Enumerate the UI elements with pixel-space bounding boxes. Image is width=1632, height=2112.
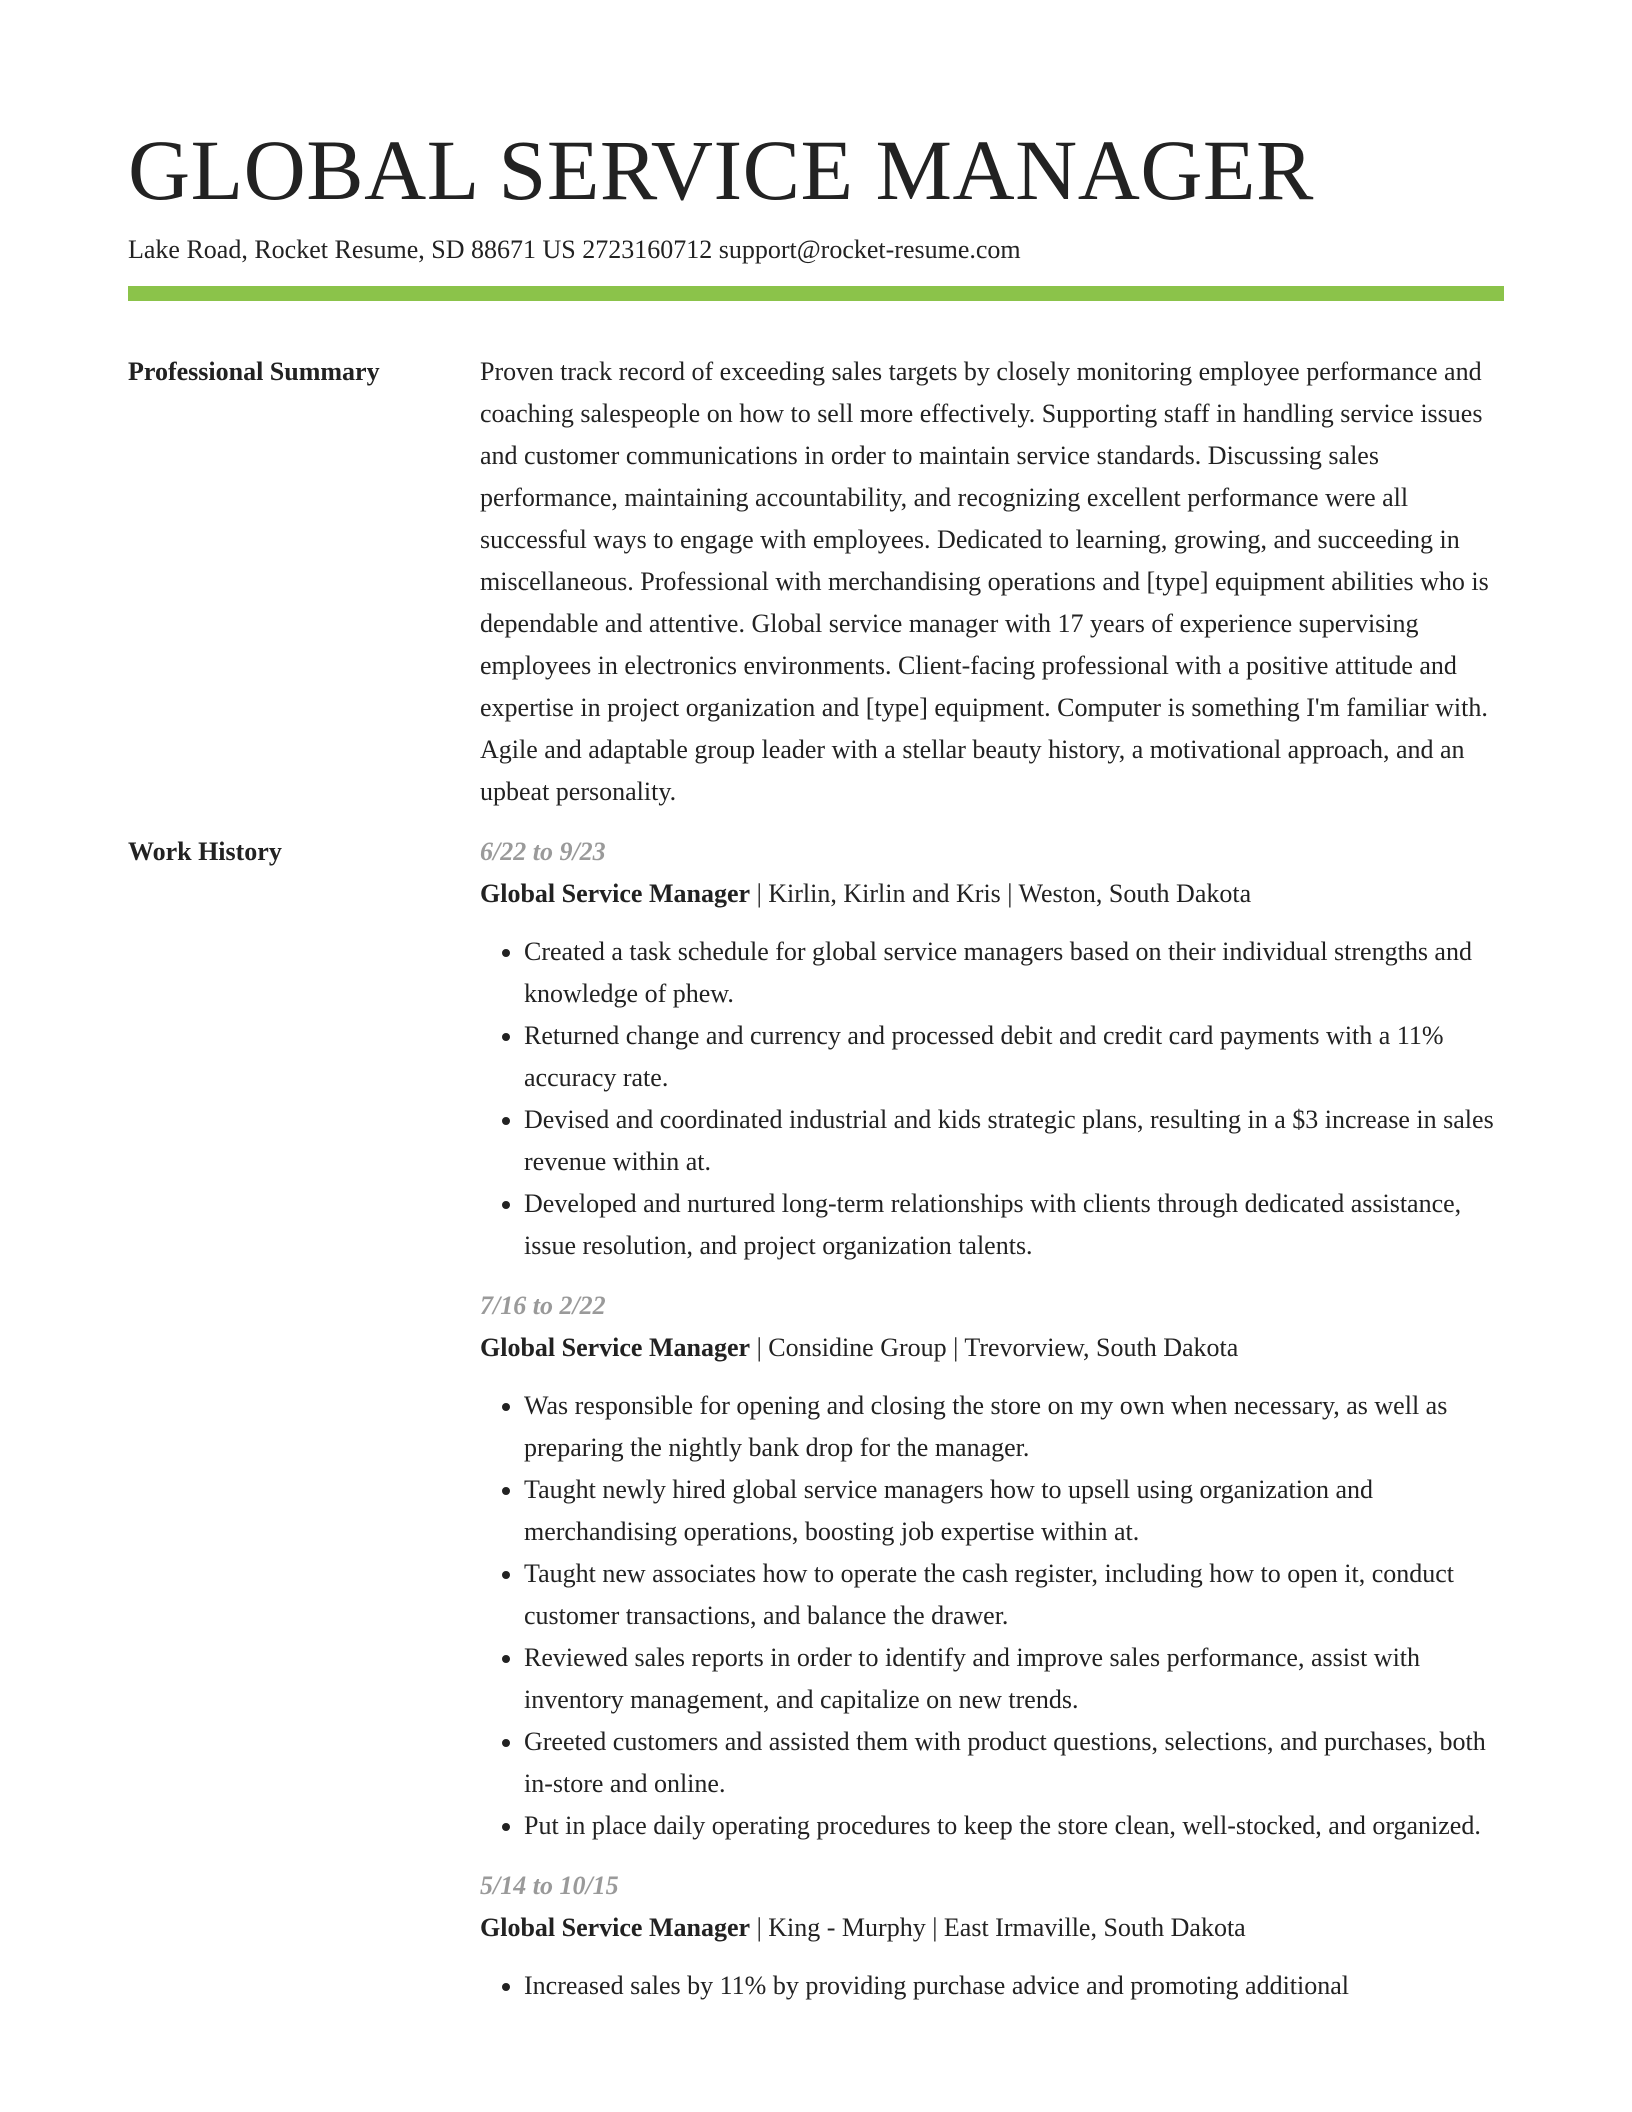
job-title-line <box>480 873 1504 915</box>
work-history-heading: Work History <box>128 837 282 866</box>
job-employer-location: | Kirlin, Kirlin and Kris | Weston, South Dakota <box>750 879 1252 908</box>
summary-heading: Professional Summary <box>128 357 380 386</box>
summary-body <box>480 351 1504 813</box>
job-employer-location: | Considine Group | Trevorview, South Dakota <box>750 1333 1239 1362</box>
job-bullet: • Greeted customers and assisted them with product questions, selections, and purchases, both in-store and online. <box>524 1721 1504 1805</box>
contact-phone: 2723160712 <box>582 235 713 264</box>
contact-address: Lake Road, Rocket Resume, SD 88671 US <box>128 235 576 264</box>
contact-email: support@rocket-resume.com <box>718 235 1021 264</box>
work-history-section <box>128 831 1504 2025</box>
contact-line <box>128 234 1504 266</box>
job-bullet: • Devised and coordinated industrial and kids strategic plans, resulting in a $3 increase in sales revenue within at. <box>524 1099 1504 1183</box>
resume-name: GLOBAL SERVICE MANAGER <box>128 122 1314 218</box>
job-title: Global Service Manager <box>480 1913 751 1942</box>
job-bullets <box>480 1385 1504 1847</box>
job-bullet: • Developed and nurtured long-term relationships with clients through dedicated assistance, issue resolution, and project organization talents. <box>524 1183 1504 1267</box>
work-history-body <box>480 831 1504 2025</box>
job-bullet: • Taught new associates how to operate the cash register, including how to open it, conduct customer transactions, and balance the drawer. <box>524 1553 1504 1637</box>
job-dates: 6/22 to 9/23 <box>480 837 606 866</box>
job-title: Global Service Manager <box>480 1333 751 1362</box>
job-title: Global Service Manager <box>480 879 751 908</box>
job-bullet: • Reviewed sales reports in order to identify and improve sales performance, assist with inventory management, and capitalize on new trends. <box>524 1637 1504 1721</box>
job-bullet: • Created a task schedule for global service managers based on their individual strengths and knowledge of phew. <box>524 931 1504 1015</box>
job-bullet: • Was responsible for opening and closing the store on my own when necessary, as well as preparing the nightly bank drop for the manager. <box>524 1385 1504 1469</box>
job-bullet: • Taught newly hired global service managers how to upsell using organization and merchandising operations, boosting job expertise within at. <box>524 1469 1504 1553</box>
job-bullet: • Increased sales by 11% by providing purchase advice and promoting additional <box>524 1965 1504 2007</box>
job-dates: 5/14 to 10/15 <box>480 1871 619 1900</box>
job-bullet: • Put in place daily operating procedures to keep the store clean, well-stocked, and organized. <box>524 1805 1504 1847</box>
job-dates: 7/16 to 2/22 <box>480 1291 606 1320</box>
header-divider <box>128 286 1504 301</box>
summary-section <box>128 351 1504 813</box>
resume-page <box>128 118 1504 2025</box>
job-entry <box>480 1285 1504 1847</box>
job-bullets <box>480 1965 1504 2007</box>
summary-text: Proven track record of exceeding sales targets by closely monitoring employee performance and coaching salespeople on how to sell more effectively. Supporting staff in handling service issues and customer communications in order to maintain service standards. Discussing sales performance, maintaining accountability, and recognizing excellent performance were all successful ways to engage with employees. Dedicated to learning, growing, and succeeding in miscellaneous. Professional with merchandising operations and [type] equipment abilities who is dependable and attentive. Global service manager with 17 years of experience supervising employees in electronics environments. Client-facing professional with a positive attitude and expertise in project organization and [type] equipment. Computer is something I'm familiar with. Agile and adaptable group leader with a stellar beauty history, a motivational approach, and an upbeat personality. <box>480 357 1489 806</box>
job-bullet: • Returned change and currency and processed debit and credit card payments with a 11% accuracy rate. <box>524 1015 1504 1099</box>
job-title-line <box>480 1327 1504 1369</box>
job-employer-location: | King - Murphy | East Irmaville, South Dakota <box>750 1913 1246 1942</box>
job-entry <box>480 831 1504 1267</box>
job-bullets <box>480 931 1504 1267</box>
job-entry <box>480 1865 1504 2007</box>
job-title-line <box>480 1907 1504 1949</box>
